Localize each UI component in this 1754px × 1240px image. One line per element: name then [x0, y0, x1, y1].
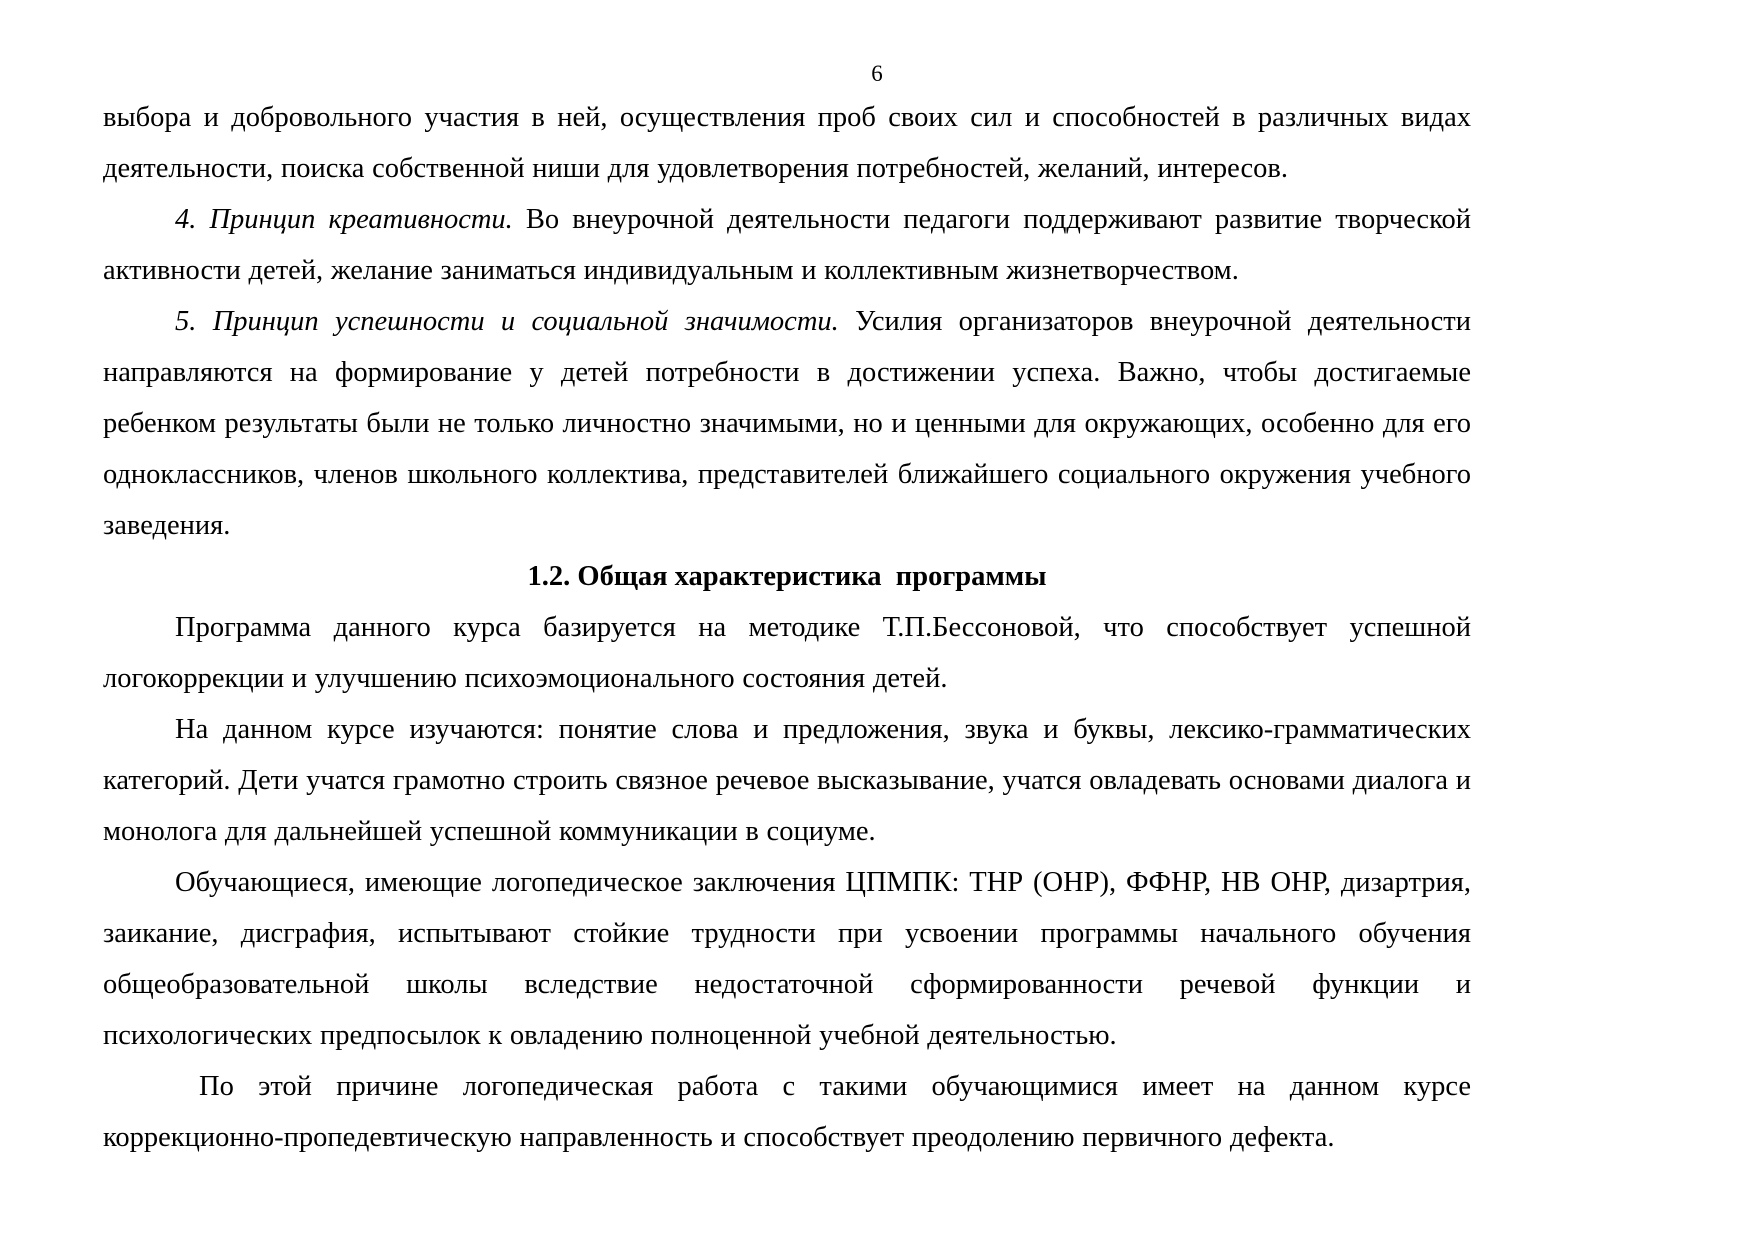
paragraph-principle-4: [103, 194, 1471, 296]
paragraph-program-basis: Программа данного курса базируется на методике Т.П.Бессоновой, что способствует успешной логокоррекции и улучшению психоэмоционального состояния детей.: [103, 612, 1471, 694]
principle-4-body: Во внеурочной деятельности педагоги поддерживают развитие творческой активности детей, желание заниматься индивидуальным и коллективным жизнетворчеством.: [103, 204, 1471, 286]
paragraph-principle-5: [103, 296, 1471, 551]
document-text-body: [103, 92, 1471, 1163]
page-number: 6: [871, 61, 883, 86]
paragraph-conclusion: По этой причине логопедическая работа с такими обучающимися имеет на данном курсе коррекционно-пропедевтическую направленность и способствует преодолению первичного дефекта.: [103, 1071, 1471, 1153]
paragraph-course-topics: На данном курсе изучаются: понятие слова и предложения, звука и буквы, лексико-грамматических категорий. Дети учатся грамотно строить связное речевое высказывание, учатся овладевать основами диалога и монолога для дальнейшей успешной коммуникации в социуме.: [103, 714, 1471, 847]
section-heading-1-2: 1.2. Общая характеристика программы: [527, 561, 1047, 592]
principle-4-title: 4. Принцип креативности.: [175, 204, 513, 235]
paragraph-continuation: выбора и добровольного участия в ней, осуществления проб своих сил и способностей в различных видах деятельности, поиска собственной ниши для удовлетворения потребностей, желаний, интересов.: [103, 102, 1471, 184]
principle-5-body: Усилия организаторов внеурочной деятельности направляются на формирование у детей потребности в достижении успеха. Важно, чтобы достигаемые ребенком результаты были не только личностно значимыми, но и ценными для окружающих, особенно для его одноклассников, членов школьного коллектива, представителей ближайшего социального окружения учебного заведения.: [103, 306, 1471, 541]
principle-5-title: 5. Принцип успешности и социальной значимости.: [175, 306, 839, 337]
paragraph-diagnoses: Обучающиеся, имеющие логопедическое заключения ЦПМПК: ТНР (ОНР), ФФНР, НВ ОНР, дизартрия, заикание, дисграфия, испытывают стойкие трудности при усвоении программы начального обучения общеобразовательной школы вследствие недостаточной сформированности речевой функции и психологических предпосылок к овладению полноценной учебной деятельностью.: [103, 867, 1471, 1051]
